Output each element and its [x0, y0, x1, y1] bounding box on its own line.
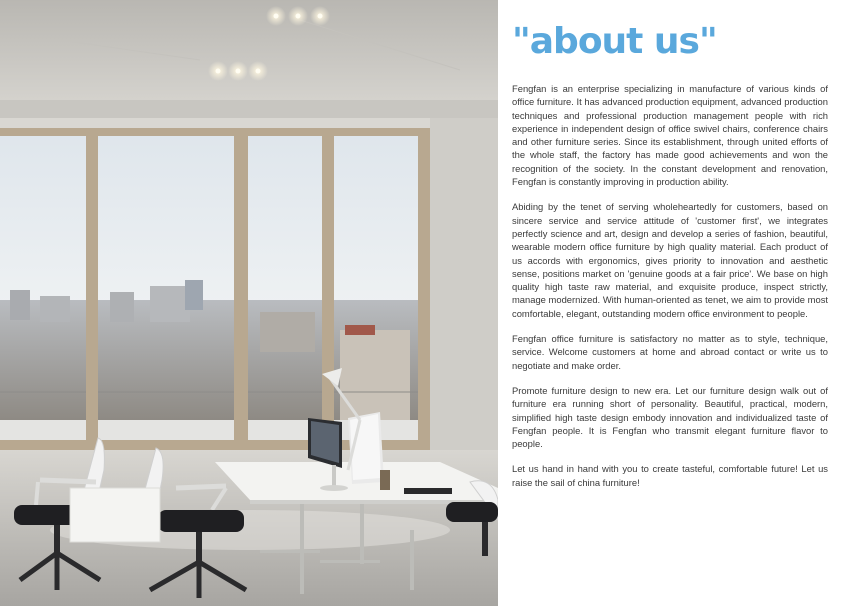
- about-body: [512, 82, 828, 501]
- paragraph: Abiding by the tenet of serving wholeheartedly for customers, based on sincere service and service attitude of 'customer first', we integrates perfectly science and art, design and develop a series of fashion, beautiful, wearable modern office furniture by high quality material. Each product of us accords with ergonomics, gives priority to innovation and aesthetic sense, positions market on 'genuine goods at a fair price'. We base on high quality high taste raw material, and exquisite produce, inspect strictly, manage modernized. With human-oriented as tenet, we aim to provide most comfortable, elegant, outstanding modern office environment to people.: [512, 201, 828, 319]
- ceiling: [0, 0, 498, 100]
- paragraph: Promote furniture design to new era. Let our furniture design walk out of furniture era running short of personality. Beautiful, practical, modern, simplified high taste design embody innovation and individualized taste of Fengfan people. It is Fengfan who transmit elegant furniture flavor to people.: [512, 384, 828, 450]
- paragraph: Fengfan is an enterprise specializing in manufacture of various kinds of office furniture. It has advanced production equipment, advanced production techniques and professional production management people with rich experience in independent design of office swivel chairs, conference chairs and other furniture series. Since its establishment, through united efforts of the whole staff, the factory has made good achievements and won the recognition of the society. In the constant development and renovation, Fengfan is constantly improving in production ability.: [512, 83, 828, 188]
- page-title: "about us": [512, 21, 717, 62]
- paragraph: Fengfan office furniture is satisfactory no matter as to style, technique, service. Welcome customers at home and abroad contact or write us to negotiate and make order.: [512, 333, 828, 371]
- paragraph: Let us hand in hand with you to create tasteful, comfortable future! Let us raise the sail of china furniture!: [512, 463, 828, 488]
- about-us-panel: [498, 0, 855, 606]
- window-view: [0, 136, 418, 448]
